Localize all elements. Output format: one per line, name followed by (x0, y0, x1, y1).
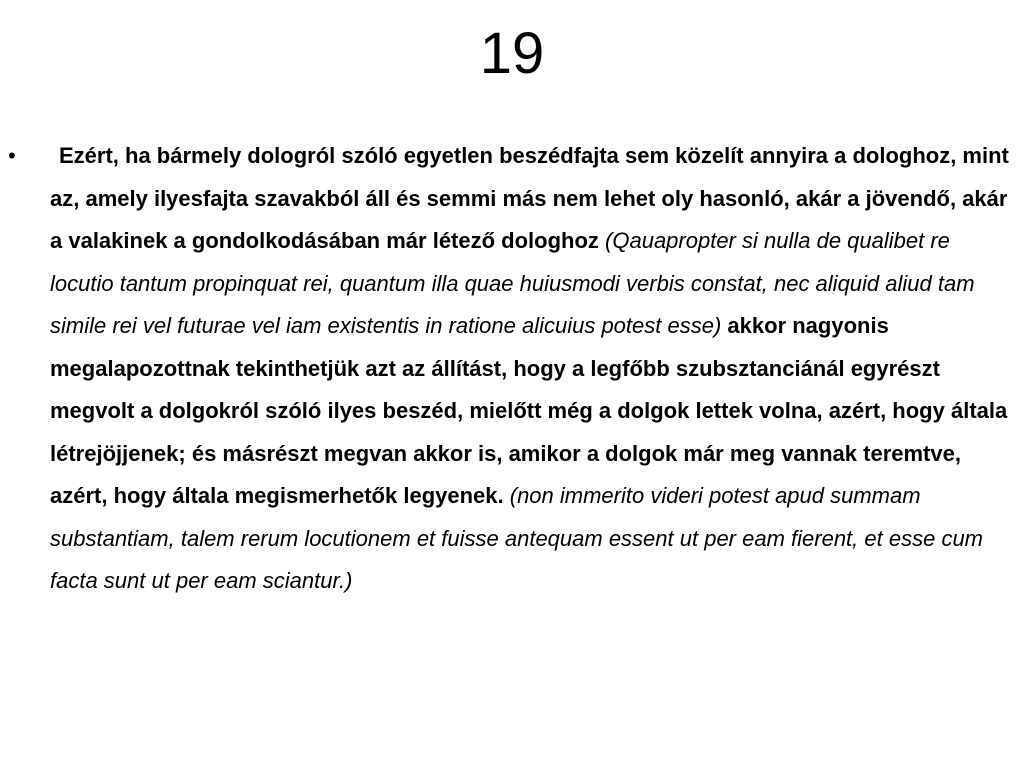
bullet-item (0, 135, 1024, 603)
bullet-list (0, 135, 1024, 603)
hungarian-text-2: akkor nagyonis megalapozottnak tekinthetjük azt az állítást, hogy a legfőbb szubsztanciánál egyrészt megvolt a dolgokról szóló ilyes beszéd, mielőtt még a dolgok lettek volna, azért, hogy általa létrejöjjenek; és másrészt megvan akkor is, amikor a dolgok már meg vannak teremtve, azért, hogy általa megismerhetők legyenek. (50, 313, 1008, 508)
hungarian-text-1: Ezért, ha bármely dologról szóló egyetlen beszédfajta sem közelít annyira a dologhoz, mint az, amely ilyesfajta szavakból áll és semmi más nem lehet oly hasonló, akár a jövendő, akár a valakinek a gondolkodásában már létező dologhoz (50, 143, 1009, 253)
slide-title: 19 (479, 21, 545, 86)
latin-text-1: (Qauapropter si nulla de qualibet re locutio tantum propinquat rei, quantum illa quae huiusmodi verbis constat, nec aliquid aliud tam simile rei vel futurae vel iam existentis in ratione alicuius potest esse) (50, 228, 975, 338)
latin-text-2: (non immerito videri potest apud summam substantiam, talem rerum locutionem et fuisse antequam essent ut per eam fierent, et esse cum facta sunt ut per eam sciantur.) (50, 483, 984, 593)
bullet-icon: • (8, 143, 16, 168)
